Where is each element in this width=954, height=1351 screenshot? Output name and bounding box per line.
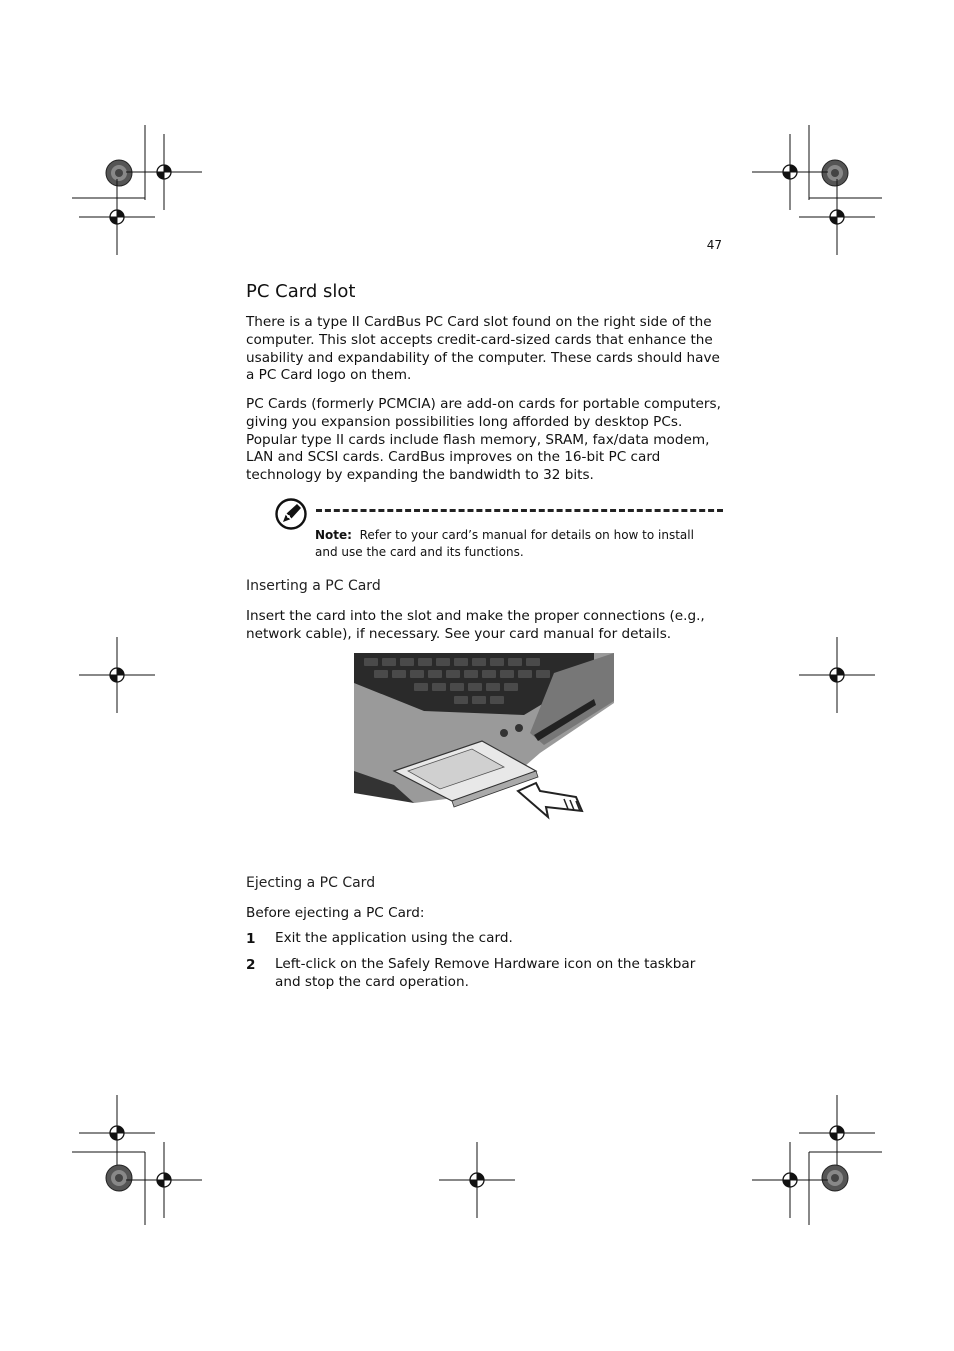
inserting-text: Insert the card into the slot and make the proper connections (e.g., network cable), if necessary. See your card manual for details.: [246, 608, 705, 642]
page-number: 47: [706, 238, 722, 252]
note-text: Refer to your card’s manual for details on how to install and use the card and its functions.: [315, 528, 694, 559]
inserting-title: Inserting a PC Card: [246, 578, 381, 594]
pc-card-insertion-illustration: [354, 653, 614, 823]
note: [315, 527, 715, 560]
note-label: Note:: [315, 528, 352, 542]
ejecting-intro: Before ejecting a PC Card:: [246, 905, 425, 921]
ejecting-title: Ejecting a PC Card: [246, 875, 376, 891]
step-2-number: 2: [246, 957, 256, 973]
step-1-number: 1: [246, 931, 256, 947]
note-divider: [316, 509, 723, 512]
paragraph-pccards: PC Cards (formerly PCMCIA) are add-on cards for portable computers, giving you expansion possibilities long afforded by desktop PCs. Popular type II cards include flash memory, SRAM, fax/data modem, LAN and SCSI cards. CardBus improves on the 16-bit PC card technology by expanding the bandwidth to 32 bits.: [246, 396, 721, 484]
step-2-text: Left-click on the Safely Remove Hardware icon on the taskbar and stop the card operation.: [275, 956, 696, 990]
step-1-text: Exit the application using the card.: [275, 930, 513, 946]
note-pen-icon: [274, 497, 308, 531]
paragraph-intro: There is a type II CardBus PC Card slot found on the right side of the computer. This slot accepts credit-card-sized cards that enhance the usability and expandability of the computer. These cards should have a PC Card logo on them.: [246, 314, 720, 384]
section-title: PC Card slot: [246, 281, 356, 302]
